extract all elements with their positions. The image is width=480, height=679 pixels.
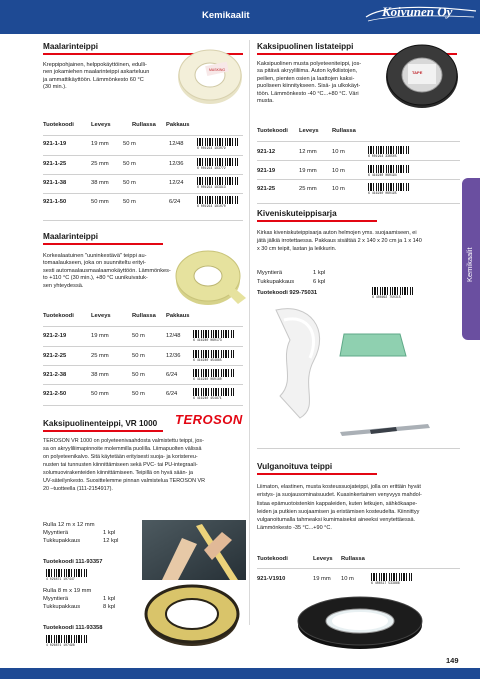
column-header: Leveys <box>91 313 111 319</box>
pack-value: 6/24 <box>169 199 181 205</box>
title-underline <box>257 473 377 475</box>
section-title-kiveniskuteippisarja: Kiveniskuteippisarja <box>257 209 337 218</box>
wholesale-pack-label: Tukkupakkaus <box>43 538 81 544</box>
barcode: 4 026871 107447 <box>46 569 88 582</box>
width-value: 19 mm <box>91 141 109 147</box>
pack-value: 12/36 <box>166 353 181 359</box>
vulcanizing-tape-roll-image <box>296 593 424 651</box>
product-code: 921-1-19 <box>43 141 67 147</box>
column-header: Leveys <box>299 128 319 134</box>
wholesale-pack-value: 8 kpl <box>103 604 116 610</box>
width-value: 12 mm <box>299 149 317 155</box>
row-divider <box>257 179 460 180</box>
page-footer <box>0 668 480 679</box>
width-value: 19 mm <box>313 576 331 582</box>
row-divider <box>43 384 243 385</box>
width-value: 38 mm <box>91 372 109 378</box>
product-code: 921-2-50 <box>43 391 67 397</box>
barcode: 6 416240 060180 <box>193 369 235 382</box>
product-code: 921-2-38 <box>43 372 67 378</box>
wholesale-pack-value: 6 kpl <box>313 279 326 285</box>
section-title-kaksipuolinenteippi-vr1000: Kaksipuolinenteippi, VR 1000 <box>43 419 158 428</box>
barcode: 6 001914 181070 <box>197 196 239 209</box>
roll-length-value: 50 m <box>123 199 136 205</box>
section-divider <box>257 448 460 449</box>
pack-value: 12/48 <box>166 333 181 339</box>
roll-length-value: 50 m <box>132 333 145 339</box>
product-code: 921-25 <box>257 186 276 192</box>
row-divider <box>43 365 243 366</box>
double-sided-tape-roll-image <box>384 40 460 110</box>
svg-text:MASKING: MASKING <box>209 68 226 72</box>
pack-value: 12/48 <box>169 141 184 147</box>
teroson-brand-logo: TEROSON <box>175 412 243 427</box>
product-code: 921-1-25 <box>43 161 67 167</box>
barcode: 6 408662 750315 <box>372 287 414 300</box>
product-code: 921-2-19 <box>43 333 67 339</box>
barcode: 4 026871 107498 <box>46 635 88 648</box>
sales-unit-label: Myyntierä <box>43 530 69 536</box>
wholesale-pack-value: 12 kpl <box>103 538 119 544</box>
width-value: 50 mm <box>91 391 109 397</box>
page-number: 149 <box>446 656 459 665</box>
header-title: Kemikaalit <box>202 10 250 21</box>
section-divider <box>257 203 460 204</box>
row-divider <box>43 174 243 175</box>
sales-unit-label: Myyntierä <box>43 596 69 602</box>
roll-length-value: 50 m <box>123 141 136 147</box>
pack-value: 6/24 <box>166 372 178 378</box>
width-value: 38 mm <box>91 180 109 186</box>
width-value: 19 mm <box>91 333 109 339</box>
roll-size: Rulla 12 m x 12 mm <box>43 522 95 528</box>
width-value: 25 mm <box>299 186 317 192</box>
column-header: Leveys <box>91 122 111 128</box>
column-header: Tuotekoodi <box>257 556 288 562</box>
section-divider <box>43 405 243 406</box>
column-header: Rullassa <box>132 122 156 128</box>
product-code: 921-2-25 <box>43 353 67 359</box>
roll-length-value: 50 m <box>123 180 136 186</box>
title-underline <box>43 243 163 245</box>
column-header: Pakkaus <box>166 313 190 319</box>
barcode: 6 416240 454885 <box>193 350 235 363</box>
product-code: Tuotekoodi 111-93358 <box>43 625 103 631</box>
pack-value: 12/24 <box>169 180 184 186</box>
pack-value: 12/36 <box>169 161 184 167</box>
column-header: Leveys <box>313 556 333 562</box>
pack-value: 6/24 <box>166 391 178 397</box>
roll-length-value: 50 m <box>132 372 145 378</box>
title-underline <box>257 220 377 222</box>
roll-length-value: 10 m <box>332 168 345 174</box>
product-code: 921-1-50 <box>43 199 67 205</box>
column-header: Rullassa <box>132 313 156 319</box>
row-divider <box>257 568 460 569</box>
section-divider <box>43 220 243 221</box>
section-title-listateippi: Kaksipuolinen listateippi <box>257 42 354 51</box>
stone-guard-kit-image <box>270 300 440 440</box>
roll-length-value: 10 m <box>332 186 345 192</box>
masking-tape-roll-image <box>176 44 244 106</box>
product-table-maalarinteippi-2 <box>43 313 243 403</box>
row-divider <box>257 141 460 142</box>
automotive-tape-roll-image <box>172 236 246 310</box>
width-value: 19 mm <box>299 168 317 174</box>
row-divider <box>257 160 460 161</box>
product-table-maalarinteippi-1 <box>43 122 243 212</box>
sales-unit-value: 1 kpl <box>313 270 326 276</box>
column-header: Tuotekoodi <box>43 313 74 319</box>
row-divider <box>43 193 243 194</box>
sales-unit-value: 1 kpl <box>103 530 116 536</box>
width-value: 25 mm <box>91 161 109 167</box>
width-value: 50 mm <box>91 199 109 205</box>
width-value: 25 mm <box>91 353 109 359</box>
product-code: 921-12 <box>257 149 276 155</box>
row-divider <box>43 326 243 327</box>
description-maalarinteippi-1: Kreppipohjainen, helppokäyttöinen, edulli- nen jokamiehen maalarinteippi askarteluun ja ammattikäyttöön. Lämmönkesto 60 °C (30 min.). <box>43 62 150 91</box>
row-divider <box>43 135 243 136</box>
section-title-vulganoituva: Vulganoituva teippi <box>257 462 333 471</box>
roll-length-value: 10 m <box>341 576 354 582</box>
svg-text:TAPE: TAPE <box>412 70 423 75</box>
column-header: Rullassa <box>332 128 356 134</box>
wholesale-pack-label: Tukkupakkaus <box>257 279 295 285</box>
product-code: 921-V1910 <box>257 576 286 582</box>
roll-length-value: 50 m <box>123 161 136 167</box>
column-header: Tuotekoodi <box>257 128 288 134</box>
barcode: 6 001914 183079 <box>197 138 239 151</box>
wholesale-pack-label: Tukkupakkaus <box>43 604 81 610</box>
section-title-maalarinteippi-1: Maalarinteippi <box>43 42 99 51</box>
barcode: 6 416240 060195 <box>368 183 410 196</box>
description-kaksipuolinenteippi-vr1000: TEROSON VR 1000 on polyeteenivaahdosta valmistettu teippi, jos- sa on akryyliliimapinnoite molemmilla puolilla. Liimapuolten välissä on polyeteenikalvo. Sitä käytetään erityisesti suoja- ja koristereu- nusten tai tunnusten kiinnittämiseen sekä PVC- tai PU-integraali- solumuovirakenteiden kiinnittämiseen. Teipillä on hyvä sään- ja UV-säteilynkesto. Suosittelemme pinnan valmistelua TEROSON VR 20 –tuotteella (111-2154917). <box>43 438 205 492</box>
product-code: Tuotekoodi 111-93357 <box>43 559 103 565</box>
barcode: 6 416240 454871 <box>193 388 235 401</box>
sales-unit-value: 1 kpl <box>103 596 116 602</box>
barcode: 6 416240 060194 <box>368 165 410 178</box>
product-table-listateippi <box>257 128 460 200</box>
column-header: Pakkaus <box>166 122 190 128</box>
roll-length-value: 50 m <box>132 391 145 397</box>
company-logo-text: Koivunen Oy <box>382 4 453 19</box>
barcode: 6 001914 336505 <box>368 146 410 159</box>
product-code: 921-1-38 <box>43 180 67 186</box>
barcode: 6 408517 533886 <box>371 573 413 586</box>
barcode: 6 416240 060173 <box>193 330 235 343</box>
column-divider <box>249 40 250 625</box>
barcode: 6 001914 183772 <box>197 158 239 171</box>
description-vulganoituva: Liimaton, elastinen, musta kosteussuojateippi, jolla on erittäin hyvät eristys- ja suojausominaisuudet. Kuasinkertainen venyvyys mahdol- listaa epämuotoistenkin kappaleiden, kuten letkujen, sähkökaape- leiden ja putkien suojaamisen ja eristämisen kosteudelta. Kiinnittyy vulganoitumalla tahmeaksi kumimaiseksi aineeksi venytettäessä. Lämmönkesto -35 °C...+90 °C. <box>257 484 422 532</box>
row-divider <box>43 346 243 347</box>
tape-application-photo <box>142 520 246 650</box>
description-kiveniskuteippisarja: Kirkas kiveniskuteippisarja auton helmojen yms. suojaamiseen, ei jätä jälkiä irrotettaessa. Pakkaus sisältää 2 x 140 x 20 cm ja 1 x 140 x 30 cm teipit, lastan ja leikkurin. <box>257 230 422 253</box>
column-header: Rullassa <box>341 556 365 562</box>
column-header: Tuotekoodi <box>43 122 74 128</box>
title-underline <box>43 430 163 432</box>
roll-size: Rulla 8 m x 19 mm <box>43 588 92 594</box>
product-code: Tuotekoodi 929-75031 <box>257 290 318 296</box>
product-code: 921-19 <box>257 168 276 174</box>
sales-unit-label: Myyntierä <box>257 270 283 276</box>
barcode: 6 001914 183913 <box>197 177 239 190</box>
section-title-maalarinteippi-2: Maalarinteippi <box>43 232 99 241</box>
roll-length-value: 50 m <box>132 353 145 359</box>
row-divider <box>43 155 243 156</box>
side-tab-label: Kemikaalit <box>465 247 474 282</box>
roll-length-value: 10 m <box>332 149 345 155</box>
description-listateippi: Kaksipuolinen musta polyeteeniteippi, jos- sa pitävä akryyliliima. Auton kylkilistojen, peilien, pienten osien ja laattojen kaksi- puoliseen kiinnitykseen. Sisä- ja ulkokäyt- töön. Lämmönkesto -40 °C...+80 °C. Väri musta. <box>257 61 362 105</box>
product-table-vulganoituva <box>257 556 460 592</box>
description-maalarinteippi-2: Korkealaatuinen "uuninkestävä" teippi au- tomaalaukseen, joka on suunniteltu erityi- sesti automaalausmaalaamokäyttöön. Lämmönkes- to +110 °C (30 min.), +80 °C uunikuivatuk- sen yhteydessä. <box>43 253 171 289</box>
